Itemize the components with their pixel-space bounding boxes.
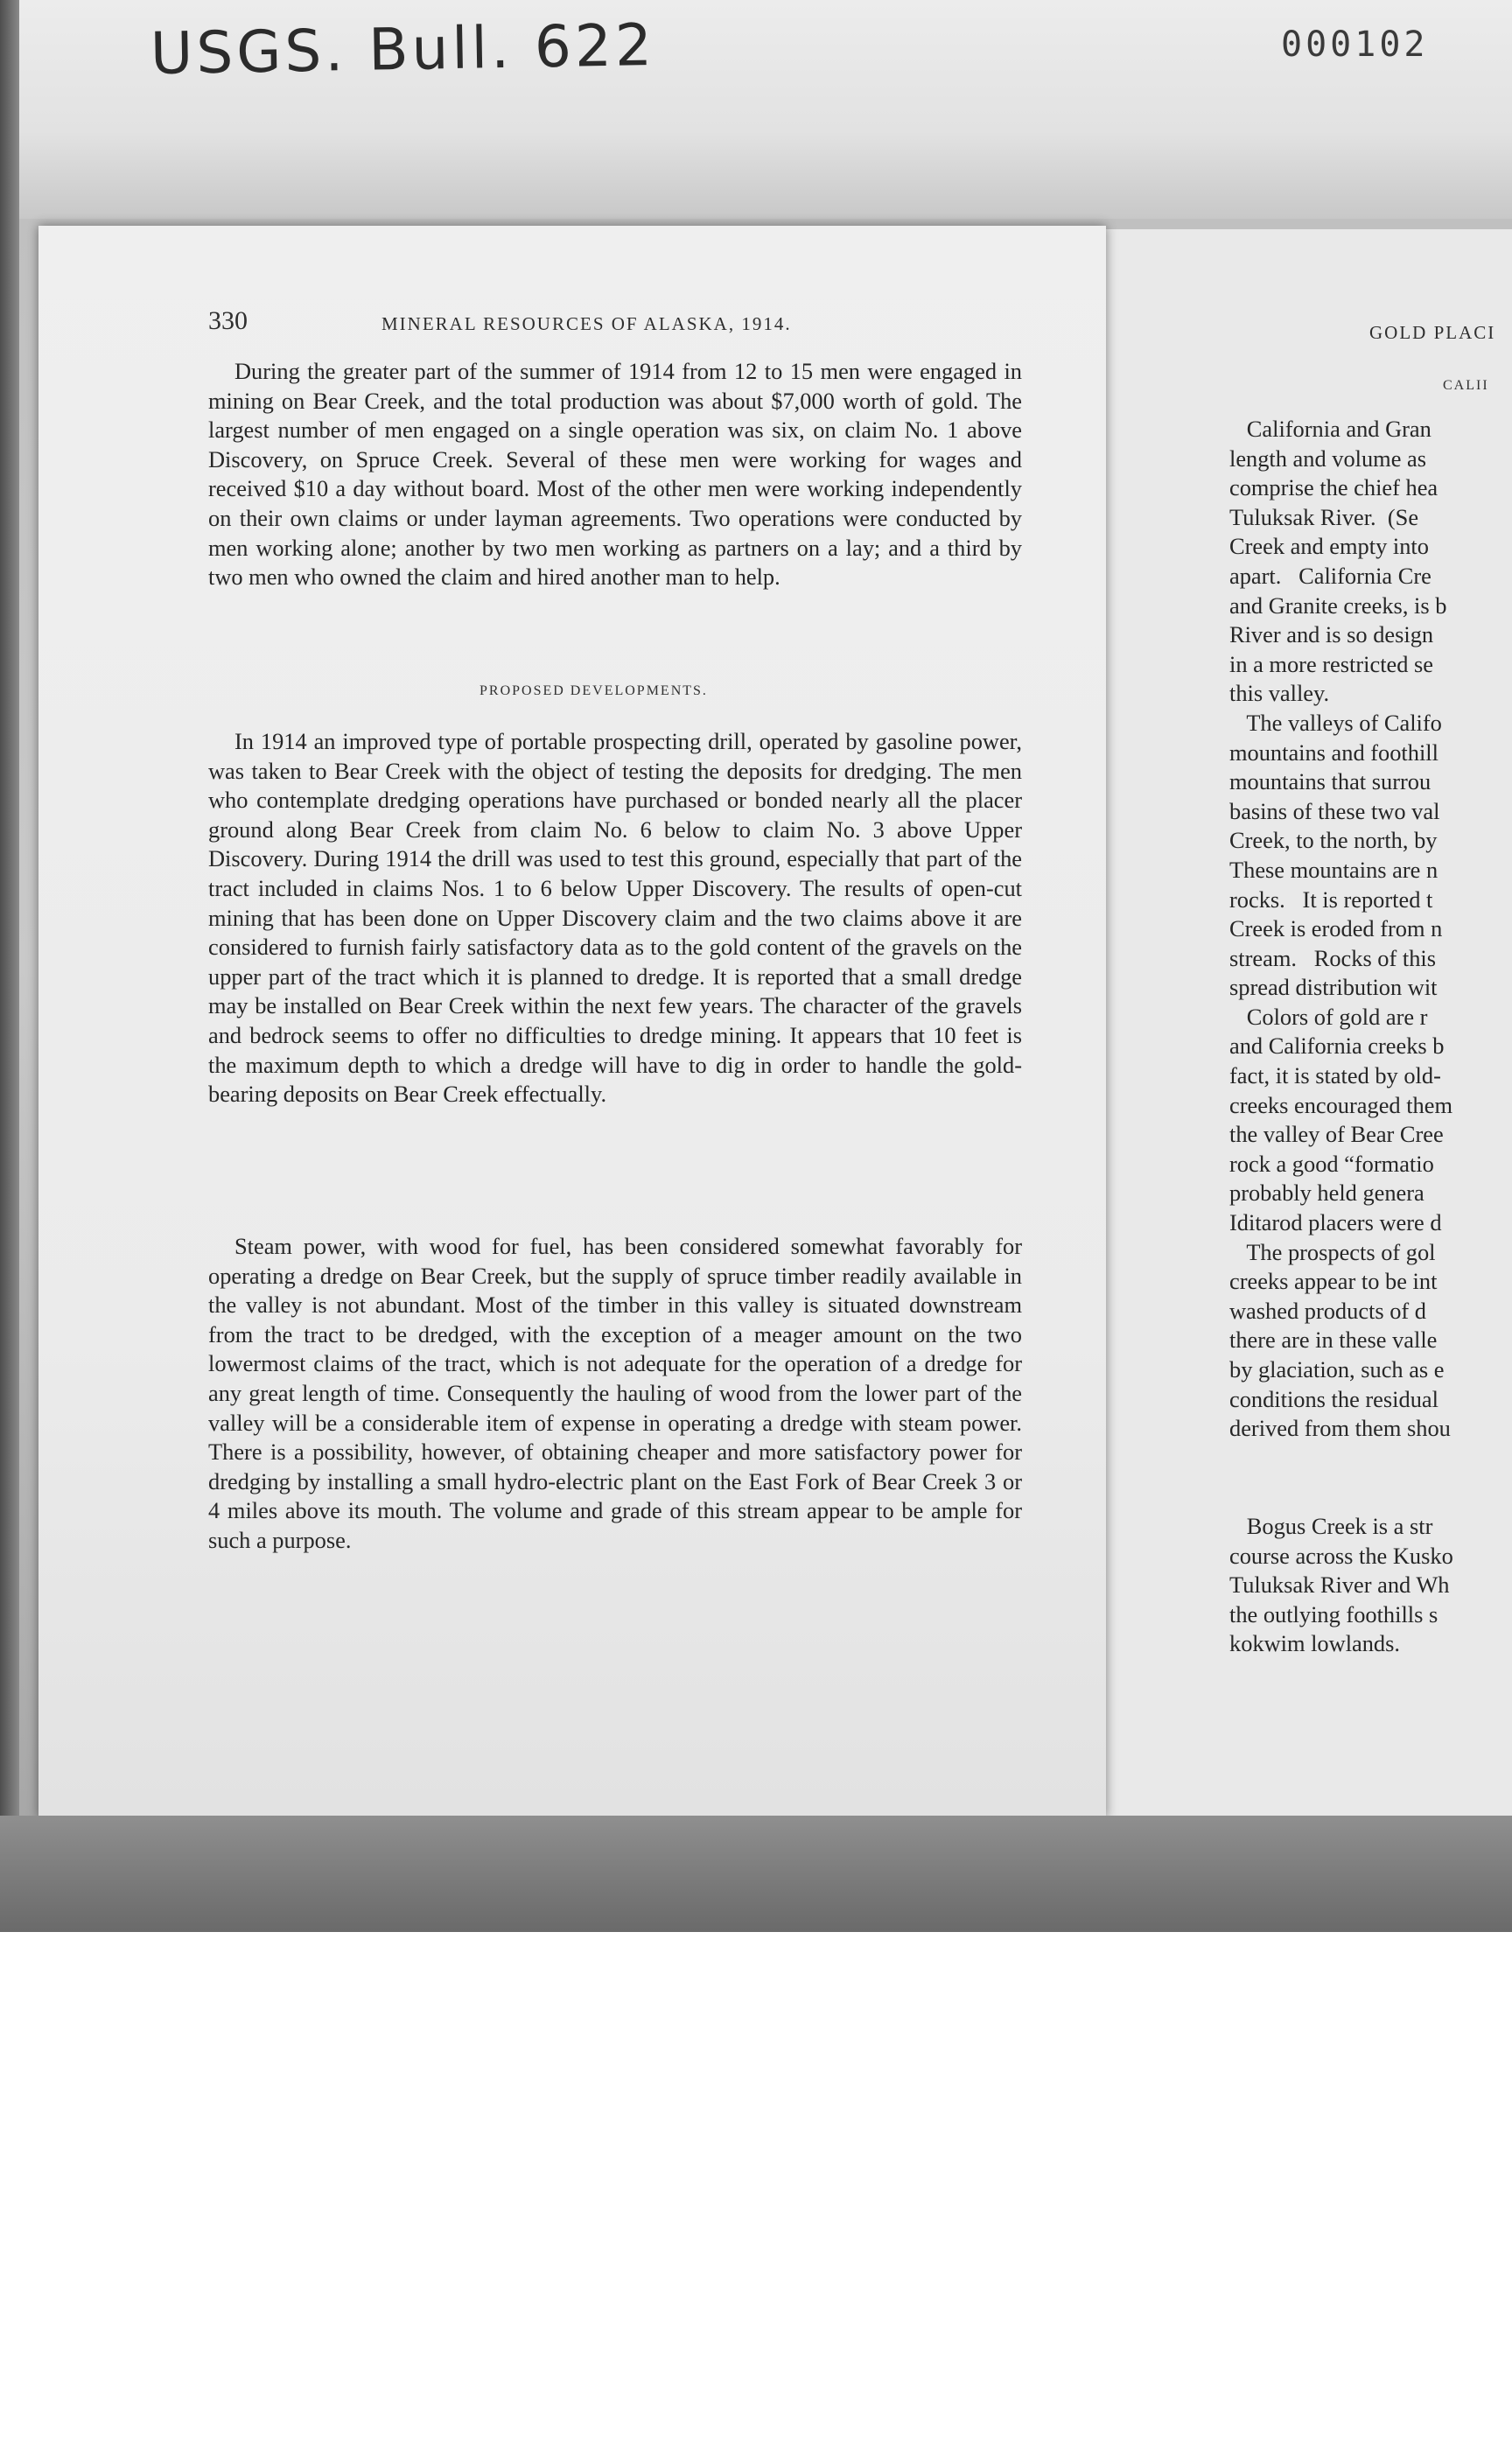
annotation-strip bbox=[19, 0, 1512, 219]
paragraph-prospecting-drill: In 1914 an improved type of portable prospecting drill, operated by gasoline power, was taken to Bear Creek with the object of testing the deposits for dredging. The men who contemplate dredging operations have purchased or bonded nearly all the placer ground along Bear Creek from claim No. 6 below to claim No. 3 above Upper Discovery. During 1914 the drill was used to test this ground, especially that part of the tract included in claims Nos. 1 to 6 below Upper Discovery. The results of open-cut mining that has been done on Upper Discovery claim and the two claims above it are considered to furnish fairly satisfactory data as to the gold content of the gravels on the upper part of the tract which it is planned to dredge. It is reported that a small dredge may be installed on Bear Creek within the next few years. The character of the gravels and bedrock seems to offer no difficulties to dredge mining. It appears that 10 feet is the maximum depth to which a dredge will have to dig in order to handle the gold-bearing deposits on Bear Creek effectually. bbox=[208, 728, 1022, 1108]
running-header: MINERAL RESOURCES OF ALASKA, 1914. bbox=[382, 313, 792, 334]
section-heading: PROPOSED DEVELOPMENTS. bbox=[480, 683, 708, 698]
left-page bbox=[38, 226, 1106, 1818]
page-number: 330 bbox=[208, 306, 248, 335]
paragraph-mining-operations: During the greater part of the summer of 1914 from 12 to 15 men were engaged in mining on Bear Creek, and the total production was about $7,000 worth of gold. The largest number of men engaged on a single operation was six, on claim No. 1 above Discovery, on Spruce Creek. Several of these men were working for wages and received $10 a day without board. Most of the other men were working independently on their own claims or under layman agreements. Two operations were conducted by men working alone; another by two men working as partners on a lay; and a third by two men who owned the claim and hired another man to help. bbox=[208, 358, 1022, 591]
paragraph-steam-power: Steam power, with wood for fuel, has been considered somewhat favorably for operating a dredge on Bear Creek, but the supply of spruce timber readily available in the valley is not abundant. Most of the timber in this valley is situated downstream from the tract to be dredged, with the exception of a meager amount on the two lowermost claims of the tract, which is not adequate for the operation of a dredge for any great length of time. Consequently the hauling of wood from the lower part of the valley will be a considerable item of expense in operating a dredge with steam power. There is a possibility, however, of obtaining cheaper and more satisfactory power for dredging by installing a small hydro-electric plant on the East Fork of Bear Creek 3 or 4 miles above its mouth. The volume and grade of this stream appear to be ample for such a purpose. bbox=[208, 1233, 1022, 1553]
right-column-text-bottom: Bogus Creek is a str course across the Kusko Tuluksak River and Wh the outlying foothills s kokwim lowlands. bbox=[1229, 1513, 1453, 1657]
handwritten-annotation: USGS. Bull. 622 bbox=[150, 10, 656, 88]
right-column-text: California and Gran length and volume as comprise the chief hea Tuluksak River. (Se Creek and empty into apart. California Cre and Granite creeks, is b River and is so design in a more restricted se this valley. The valleys of Califo mountains and foothill mountains that surrou basins of these two val Creek, to the north, by These mountains are n rocks. It is reported t Creek is eroded from n stream. Rocks of this spread distribution wit Colors of gold are r and California creeks b fact, it is stated by old- creeks encouraged them the valley of Bear Cree rock a good “formatio probably held genera Iditarod placers were d The prospects of gol creeks appear to be int washed products of d there are in these valle by glaciation, such as e conditions the residual derived from them shou bbox=[1229, 416, 1452, 1442]
right-page bbox=[1094, 229, 1512, 1839]
document-number: 000102 bbox=[1281, 24, 1429, 65]
right-section-heading: CALII bbox=[1443, 378, 1489, 393]
right-running-header: GOLD PLACI bbox=[1369, 322, 1496, 343]
